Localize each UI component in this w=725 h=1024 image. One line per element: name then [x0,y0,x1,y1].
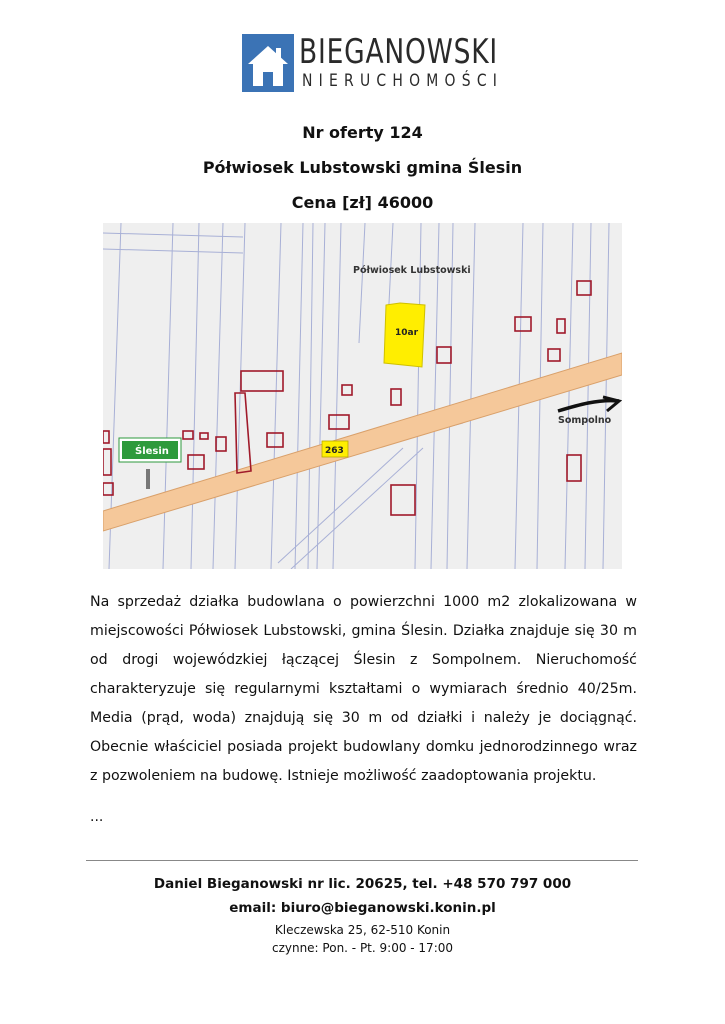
house-icon [242,34,294,92]
location-map [103,223,622,569]
town-sign-label: Ślesin [135,446,169,457]
logo-subtitle: NIERUCHOMOŚCI [302,71,504,91]
offer-price: Cena [zł] 46000 [291,193,434,212]
road-number-badge: 263 [325,446,344,456]
agent-line: Daniel Bieganowski nr lic. 20625, tel. +48 570 797 000 [153,876,572,892]
address-line: Kleczewska 25, 62-510 Konin [274,923,451,937]
offer-description: Na sprzedaż działka budowlana o powierzchni 1000 m2 zlokalizowana w miejscowości Półwiosek Lubstowski, gmina Ślesin. Działka znajduje się 30 m od drogi wojewódzkiej łączącej Ślesin z Sompolnem. Nieruchomość charakteryzuje się regularnymi kształtami o wymiarach średnio 40/25m. Media (prąd, woda) znajdują się 30 m od działki i należy je dociągnąć. Obecnie właściciel posiada projekt budowlany domku jednorodzinnego wraz z pozwoleniem na budowę. Istnieje możliwość zaadoptowania projektu. [90,594,637,784]
hours-line: czynne: Pon. - Pt. 9:00 - 17:00 [271,941,454,955]
offer-location: Półwiosek Lubstowski gmina Ślesin [202,158,523,177]
plot-label: 10ar [395,328,419,338]
company-logo [242,32,504,92]
footer-divider [86,860,638,861]
ellipsis: ... [90,809,104,825]
offer-number: Nr oferty 124 [302,123,423,142]
logo-name: BIEGANOWSKI [299,32,499,72]
direction-label: Sompolno [558,415,612,426]
village-label: Półwiosek Lubstowski [353,265,471,276]
email-line[interactable]: email: biuro@bieganowski.konin.pl [229,900,496,916]
